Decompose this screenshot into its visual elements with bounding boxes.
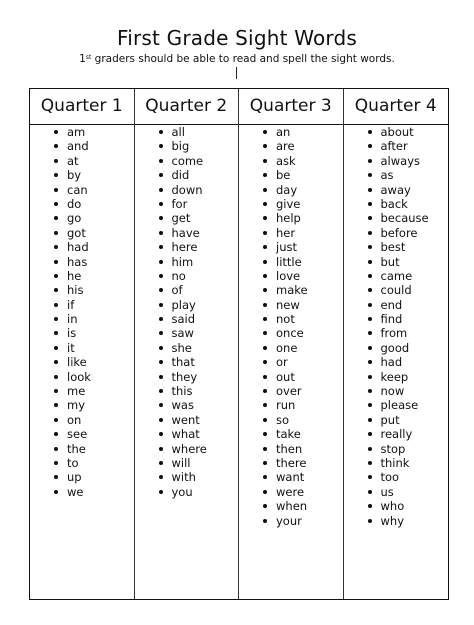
- sight-word-item: by: [30, 168, 134, 182]
- sight-word-item: in: [30, 312, 134, 326]
- sight-word-item: on: [30, 413, 134, 427]
- sight-word-item: before: [344, 226, 449, 240]
- sight-word-item: now: [344, 384, 449, 398]
- sight-word-item: her: [239, 226, 343, 240]
- sight-word-item: an: [239, 125, 343, 139]
- sight-word-item: will: [135, 456, 239, 470]
- sight-word-item: please: [344, 398, 449, 412]
- sight-word-item: who: [344, 499, 449, 513]
- sight-word-item: find: [344, 312, 449, 326]
- sight-word-item: take: [239, 427, 343, 441]
- sight-word-item: but: [344, 255, 449, 269]
- sight-word-item: did: [135, 168, 239, 182]
- sight-word-item: the: [30, 442, 134, 456]
- sight-word-item: got: [30, 226, 134, 240]
- sight-word-item: can: [30, 183, 134, 197]
- sight-word-item: ask: [239, 154, 343, 168]
- sight-word-item: with: [135, 470, 239, 484]
- sight-word-item: one: [239, 341, 343, 355]
- sight-word-item: had: [30, 240, 134, 254]
- sight-word-item: come: [135, 154, 239, 168]
- quarter-3-header: Quarter 3: [239, 89, 343, 125]
- subtitle-ordinal: 1: [79, 53, 86, 65]
- sight-word-item: when: [239, 499, 343, 513]
- quarter-3-column: [239, 89, 344, 599]
- page-subtitle: [0, 52, 474, 66]
- sight-word-item: why: [344, 514, 449, 528]
- sight-word-item: at: [30, 154, 134, 168]
- sight-word-item: look: [30, 370, 134, 384]
- quarter-4-header: Quarter 4: [344, 89, 449, 125]
- sight-word-item: went: [135, 413, 239, 427]
- sight-word-item: really: [344, 427, 449, 441]
- sight-word-item: down: [135, 183, 239, 197]
- sight-word-item: see: [30, 427, 134, 441]
- sight-word-item: like: [30, 355, 134, 369]
- quarter-1-column: [30, 89, 135, 599]
- quarter-4-word-list: [344, 125, 449, 528]
- sight-word-item: or: [239, 355, 343, 369]
- sight-word-item: for: [135, 197, 239, 211]
- sight-word-item: from: [344, 326, 449, 340]
- sight-words-table: [29, 88, 449, 600]
- sight-word-item: good: [344, 341, 449, 355]
- sight-word-item: go: [30, 211, 134, 225]
- sight-word-item: play: [135, 298, 239, 312]
- sight-word-item: to: [30, 456, 134, 470]
- quarter-1-word-list: [30, 125, 134, 499]
- sight-word-item: where: [135, 442, 239, 456]
- sight-word-item: keep: [344, 370, 449, 384]
- sight-word-item: all: [135, 125, 239, 139]
- sight-word-item: came: [344, 269, 449, 283]
- sight-word-item: said: [135, 312, 239, 326]
- sight-word-item: they: [135, 370, 239, 384]
- sight-word-item: want: [239, 470, 343, 484]
- sight-word-item: once: [239, 326, 343, 340]
- sight-word-item: were: [239, 485, 343, 499]
- sight-word-item: best: [344, 240, 449, 254]
- sight-word-item: us: [344, 485, 449, 499]
- sight-word-item: new: [239, 298, 343, 312]
- sight-word-item: over: [239, 384, 343, 398]
- sight-word-item: have: [135, 226, 239, 240]
- sight-word-item: do: [30, 197, 134, 211]
- sight-word-item: run: [239, 398, 343, 412]
- sight-word-item: was: [135, 398, 239, 412]
- sight-word-item: him: [135, 255, 239, 269]
- quarter-1-header: Quarter 1: [30, 89, 134, 125]
- sight-word-item: are: [239, 139, 343, 153]
- sight-word-item: me: [30, 384, 134, 398]
- sight-word-item: and: [30, 139, 134, 153]
- quarter-4-column: [344, 89, 449, 599]
- sight-word-item: this: [135, 384, 239, 398]
- sight-word-item: here: [135, 240, 239, 254]
- sight-word-item: am: [30, 125, 134, 139]
- sight-word-item: not: [239, 312, 343, 326]
- sight-word-item: she: [135, 341, 239, 355]
- sight-word-item: away: [344, 183, 449, 197]
- sight-word-item: my: [30, 398, 134, 412]
- sight-word-item: be: [239, 168, 343, 182]
- sight-word-item: if: [30, 298, 134, 312]
- subtitle-ordinal-suffix: st: [85, 54, 92, 61]
- sight-word-item: put: [344, 413, 449, 427]
- sight-word-item: big: [135, 139, 239, 153]
- sight-word-item: then: [239, 442, 343, 456]
- quarter-3-word-list: [239, 125, 343, 528]
- sight-word-item: of: [135, 283, 239, 297]
- sight-word-item: is: [30, 326, 134, 340]
- subtitle-text: graders should be able to read and spell the sight words.: [91, 53, 395, 65]
- page-title: First Grade Sight Words: [116, 26, 358, 50]
- sight-word-item: about: [344, 125, 449, 139]
- sight-word-item: back: [344, 197, 449, 211]
- quarter-2-word-list: [135, 125, 239, 499]
- sight-word-item: always: [344, 154, 449, 168]
- text-cursor-mark: [236, 67, 237, 79]
- sight-word-item: help: [239, 211, 343, 225]
- sight-word-item: little: [239, 255, 343, 269]
- sight-word-item: give: [239, 197, 343, 211]
- sight-word-item: it: [30, 341, 134, 355]
- sight-word-item: think: [344, 456, 449, 470]
- sight-word-item: so: [239, 413, 343, 427]
- sight-word-item: too: [344, 470, 449, 484]
- sight-word-item: as: [344, 168, 449, 182]
- sight-word-item: out: [239, 370, 343, 384]
- sight-word-item: saw: [135, 326, 239, 340]
- sight-word-item: because: [344, 211, 449, 225]
- sight-word-item: end: [344, 298, 449, 312]
- sight-word-item: day: [239, 183, 343, 197]
- sight-word-item: had: [344, 355, 449, 369]
- sight-word-item: that: [135, 355, 239, 369]
- sight-word-item: just: [239, 240, 343, 254]
- sight-word-item: his: [30, 283, 134, 297]
- sight-word-item: he: [30, 269, 134, 283]
- sight-word-item: your: [239, 514, 343, 528]
- sight-word-item: we: [30, 485, 134, 499]
- sight-word-item: has: [30, 255, 134, 269]
- quarter-2-column: [135, 89, 240, 599]
- sight-word-item: could: [344, 283, 449, 297]
- sight-word-item: there: [239, 456, 343, 470]
- sight-word-item: stop: [344, 442, 449, 456]
- sight-word-item: get: [135, 211, 239, 225]
- sight-word-item: up: [30, 470, 134, 484]
- sight-word-item: no: [135, 269, 239, 283]
- sight-word-item: make: [239, 283, 343, 297]
- quarter-2-header: Quarter 2: [135, 89, 239, 125]
- sight-word-item: what: [135, 427, 239, 441]
- sight-word-item: you: [135, 485, 239, 499]
- sight-word-item: love: [239, 269, 343, 283]
- sight-word-item: after: [344, 139, 449, 153]
